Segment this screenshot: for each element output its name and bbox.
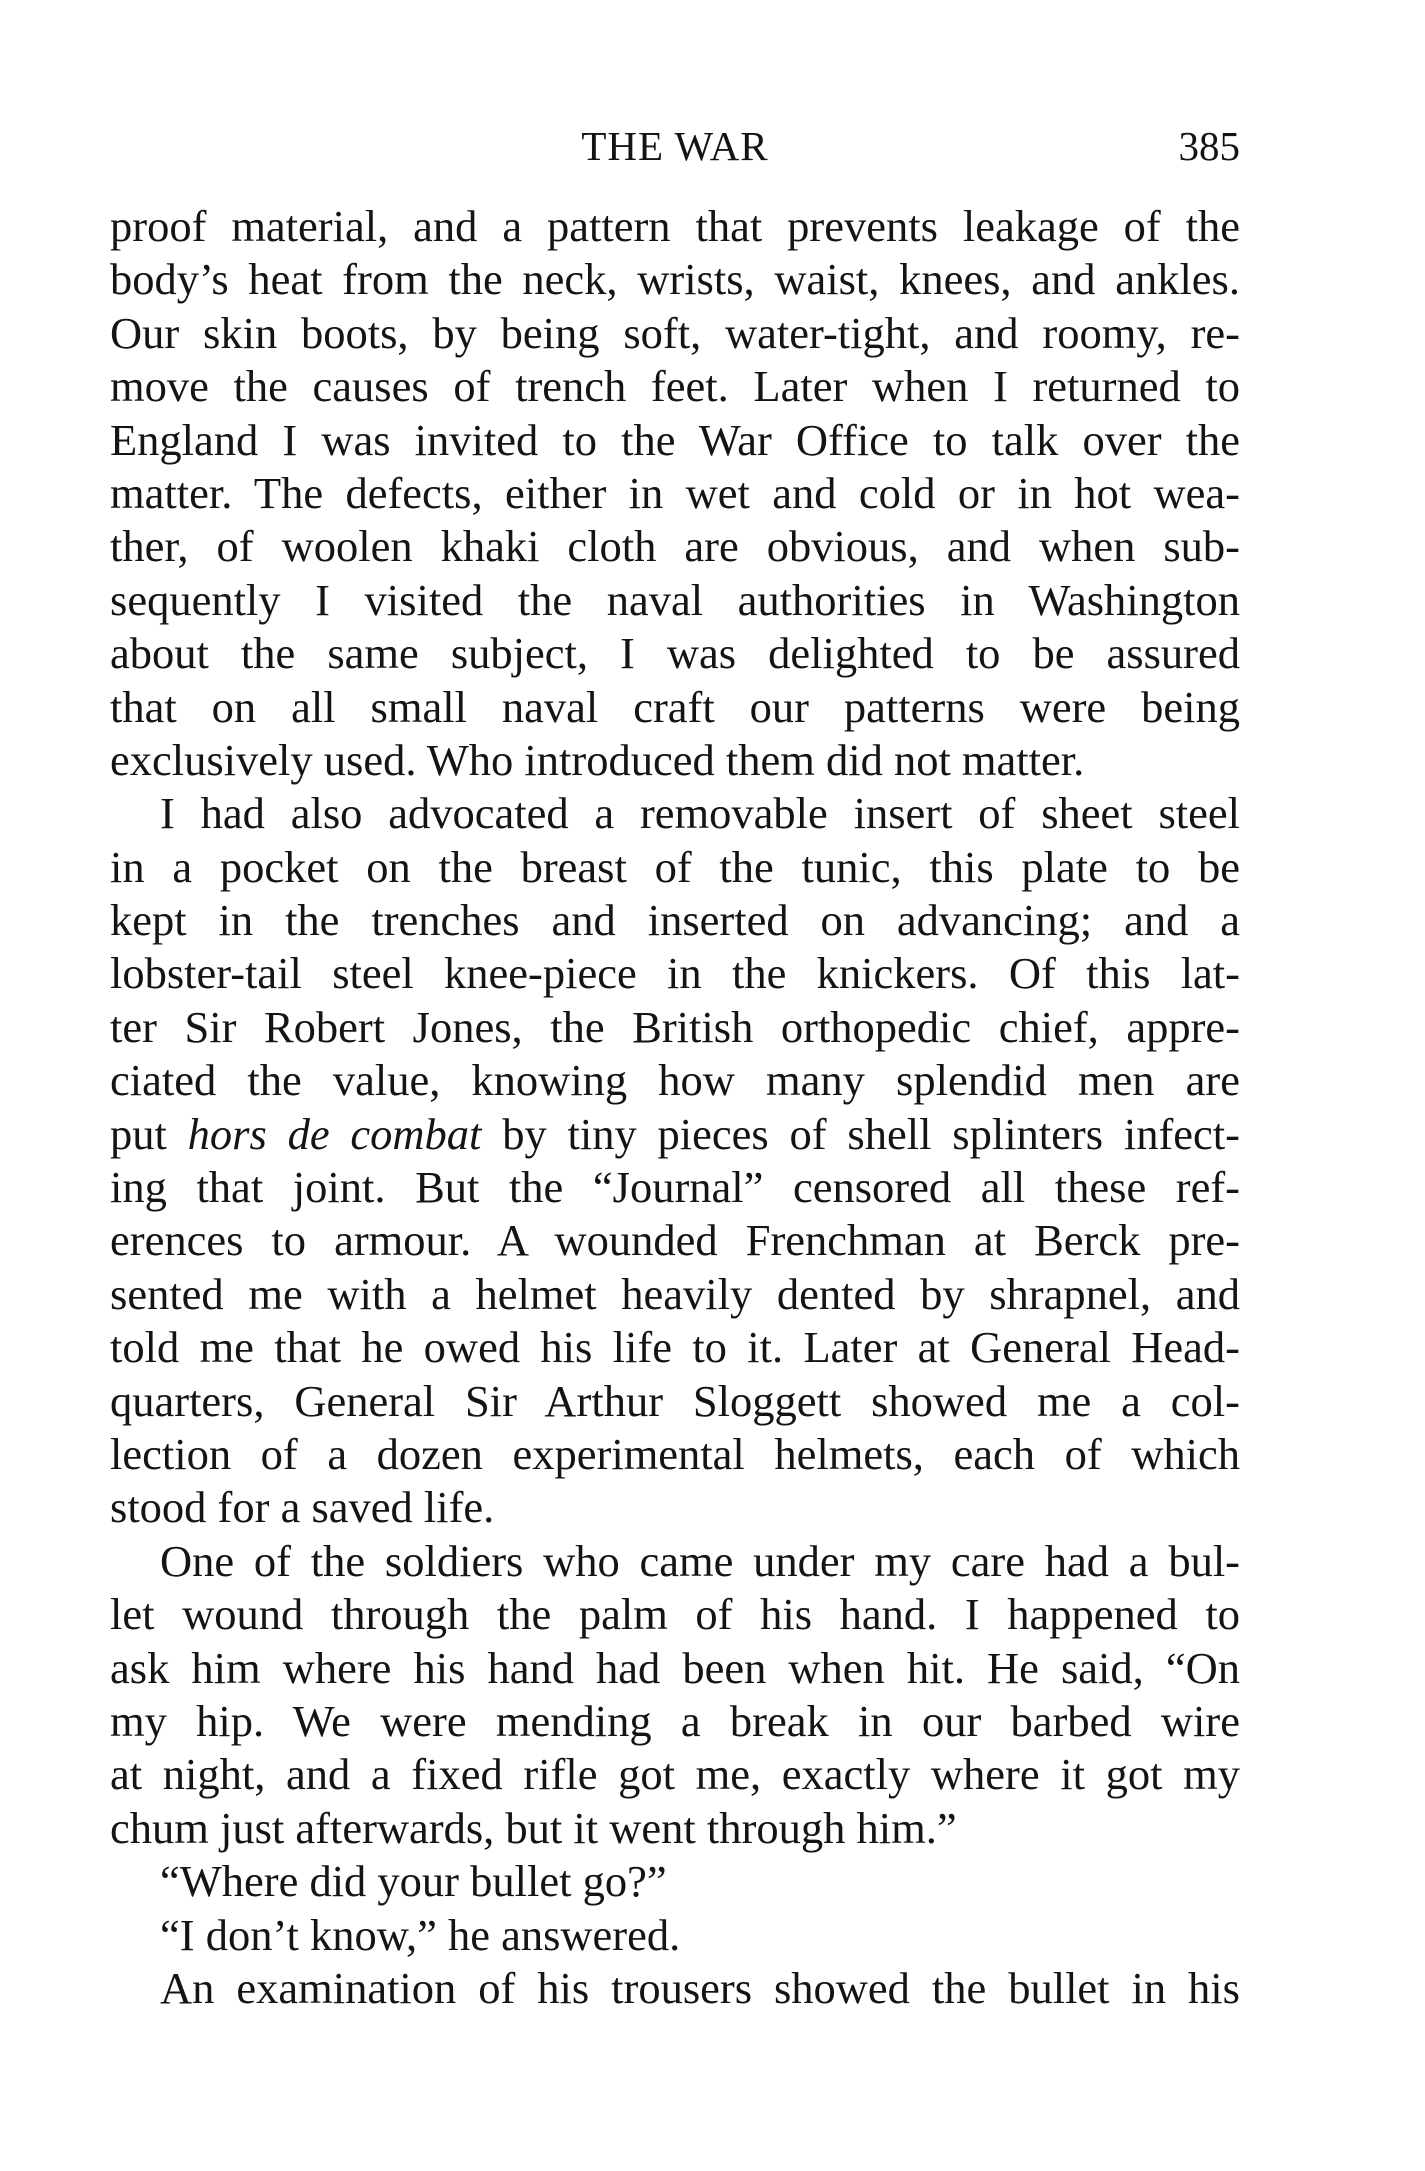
paragraph-start-line: One of the soldiers who came under my care had a bul- (160, 1535, 1240, 1586)
text-line: my hip. We were mending a break in our barbed wire (110, 1695, 1240, 1746)
paragraph-start-line: I had also advocated a removable insert of sheet steel (160, 788, 1240, 839)
text-line: ciated the value, knowing how many splendid men are (110, 1055, 1240, 1106)
text-line-with-italic (110, 1108, 1240, 1161)
page-number: 385 (1178, 123, 1240, 169)
text-line: stood for a saved life. (110, 1482, 495, 1533)
text-line: body’s heat from the neck, wrists, waist, knees, and ankles. (110, 254, 1240, 305)
text-line: erences to armour. A wounded Frenchman at Berck pre- (110, 1215, 1240, 1266)
text-line: in a pocket on the breast of the tunic, this plate to be (110, 841, 1240, 892)
text-line: told me that he owed his life to it. Later at General Head- (110, 1322, 1240, 1373)
text-line: that on all small naval craft our patterns were being (110, 681, 1240, 732)
text-fragment: put (110, 1108, 188, 1159)
text-line: lection of a dozen experimental helmets, each of which (110, 1428, 1240, 1479)
text-line: about the same subject, I was delighted to be assured (110, 628, 1240, 679)
text-line: at night, and a fixed rifle got me, exactly where it got my (110, 1749, 1240, 1800)
text-line: proof material, and a pattern that prevents leakage of the (110, 201, 1240, 251)
text-line: England I was invited to the War Office to talk over the (110, 414, 1240, 465)
text-line: chum just afterwards, but it went through him.” (110, 1802, 957, 1853)
text-line: move the causes of trench feet. Later when I returned to (110, 361, 1240, 412)
text-line: Our skin boots, by being soft, water-tight, and roomy, re- (110, 307, 1240, 358)
text-line: matter. The defects, either in wet and cold or in hot wea- (110, 467, 1240, 518)
text-line: kept in the trenches and inserted on advancing; and a (110, 895, 1240, 946)
text-line: sented me with a helmet heavily dented by shrapnel, and (110, 1268, 1240, 1319)
text-line: sequently I visited the naval authorities in Washington (110, 574, 1240, 625)
text-line: lobster-tail steel knee-piece in the knickers. Of this lat- (110, 948, 1240, 999)
text-fragment: by tiny pieces of shell splinters infect- (481, 1108, 1240, 1159)
text-line: ther, of woolen khaki cloth are obvious, and when sub- (110, 521, 1240, 572)
text-line: exclusively used. Who introduced them did not matter. (110, 734, 1085, 785)
text-line: quarters, General Sir Arthur Sloggett showed me a col- (110, 1375, 1240, 1426)
text-line: ask him where his hand had been when hit. He said, “On (110, 1642, 1240, 1693)
body-text (110, 200, 1240, 2015)
dialogue-line: “Where did your bullet go?” (160, 1856, 667, 1907)
paragraph-start-line: An examination of his trousers showed the bullet in his (160, 1962, 1240, 2013)
dialogue-line: “I don’t know,” he answered. (160, 1909, 681, 1960)
text-line: ter Sir Robert Jones, the British orthopedic chief, appre- (110, 1001, 1240, 1052)
text-line: let wound through the palm of his hand. I happened to (110, 1589, 1240, 1640)
page-header (110, 118, 1240, 174)
italic-phrase: hors de combat (187, 1108, 482, 1159)
text-line: ing that joint. But the “Journal” censored all these ref- (110, 1162, 1240, 1213)
running-title: THE WAR (581, 123, 769, 169)
